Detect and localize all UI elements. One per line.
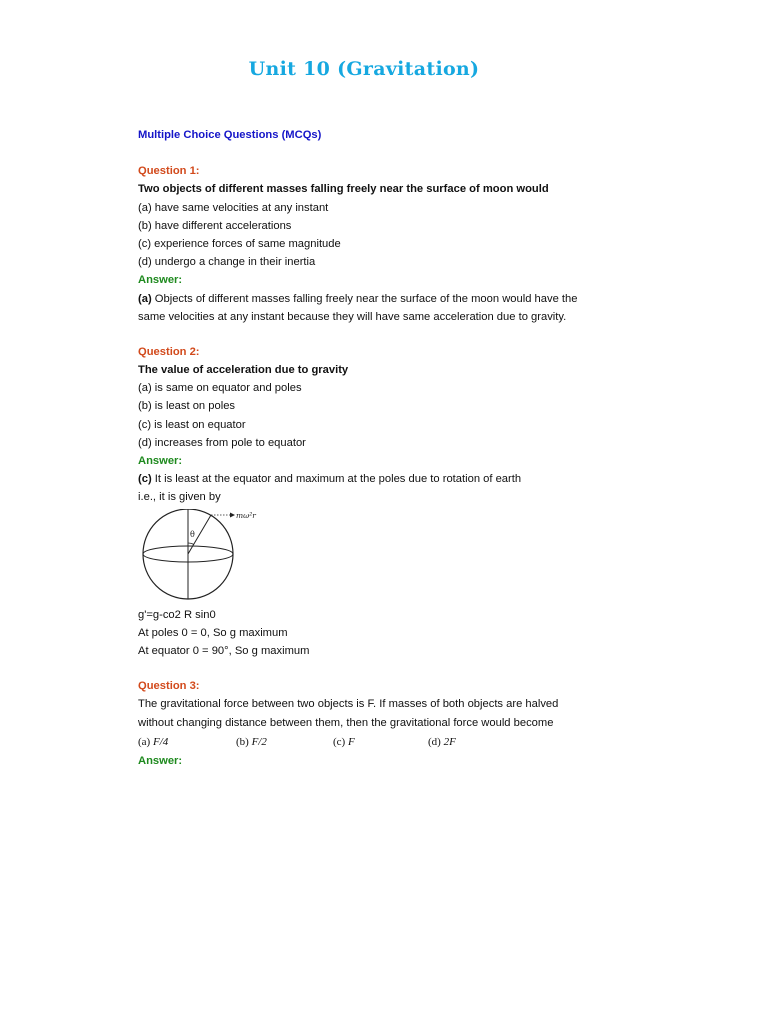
question-label: Question 2:: [138, 345, 200, 358]
option-a: (a) have same velocities at any instant: [138, 201, 329, 214]
option-a: (a) is same on equator and poles: [138, 382, 302, 395]
answer-key: (c): [138, 473, 152, 486]
equator-line: At equator 0 = 90°, So g maximum: [138, 644, 310, 657]
option-b: (b) have different accelerations: [138, 219, 292, 232]
question-text-line-2: without changing distance between them, then the gravitational force would become: [138, 716, 554, 729]
answer-text: [138, 290, 638, 308]
earth-rotation-diagram: [140, 509, 265, 601]
document-body: [138, 126, 638, 770]
answer-line-2: same velocities at any instant because they will have same acceleration due to gravity.: [138, 310, 567, 323]
answer-line-1: It is least at the equator and maximum at the poles due to rotation of earth: [151, 473, 522, 486]
answer-line-1: Objects of different masses falling freely near the surface of the moon would have the: [151, 292, 578, 305]
option-c: (c) experience forces of same magnitude: [138, 237, 341, 250]
answer-text: [138, 470, 638, 488]
force-arrowhead: [230, 512, 235, 517]
option-d: (d) 2F: [428, 735, 456, 748]
angle-arc: [188, 543, 194, 545]
options-row: [138, 732, 638, 752]
option-c: (c) F: [333, 735, 355, 748]
question-text: Two objects of different masses falling freely near the surface of moon would: [138, 183, 549, 196]
question-2: [138, 343, 638, 660]
question-label: Question 1:: [138, 165, 200, 178]
question-1: [138, 162, 638, 326]
option-a: (a) F/4: [138, 735, 169, 748]
answer-label: Answer:: [138, 754, 183, 767]
option-d: (d) undergo a change in their inertia: [138, 256, 316, 269]
question-3: [138, 677, 638, 770]
question-label: Question 3:: [138, 680, 200, 693]
page-title: Unit 10 (Gravitation): [248, 58, 480, 80]
question-text-line-1: The gravitational force between two objects is F. If masses of both objects are halved: [138, 698, 559, 711]
answer-line-2: i.e., it is given by: [138, 491, 221, 504]
answer-label: Answer:: [138, 274, 183, 287]
option-b: (b) is least on poles: [138, 400, 236, 413]
formula-line: g'=g-co2 R sin0: [138, 608, 216, 621]
option-d: (d) increases from pole to equator: [138, 436, 306, 449]
section-heading: Multiple Choice Questions (MCQs): [138, 129, 322, 141]
option-b: (b) F/2: [236, 735, 267, 748]
answer-key: (a): [138, 292, 152, 305]
answer-label: Answer:: [138, 455, 183, 467]
question-text: The value of acceleration due to gravity: [138, 364, 349, 377]
angle-label: θ: [190, 529, 195, 539]
poles-line: At poles 0 = 0, So g maximum: [138, 626, 288, 639]
force-label: mω²r: [236, 510, 256, 520]
option-c: (c) is least on equator: [138, 418, 246, 431]
